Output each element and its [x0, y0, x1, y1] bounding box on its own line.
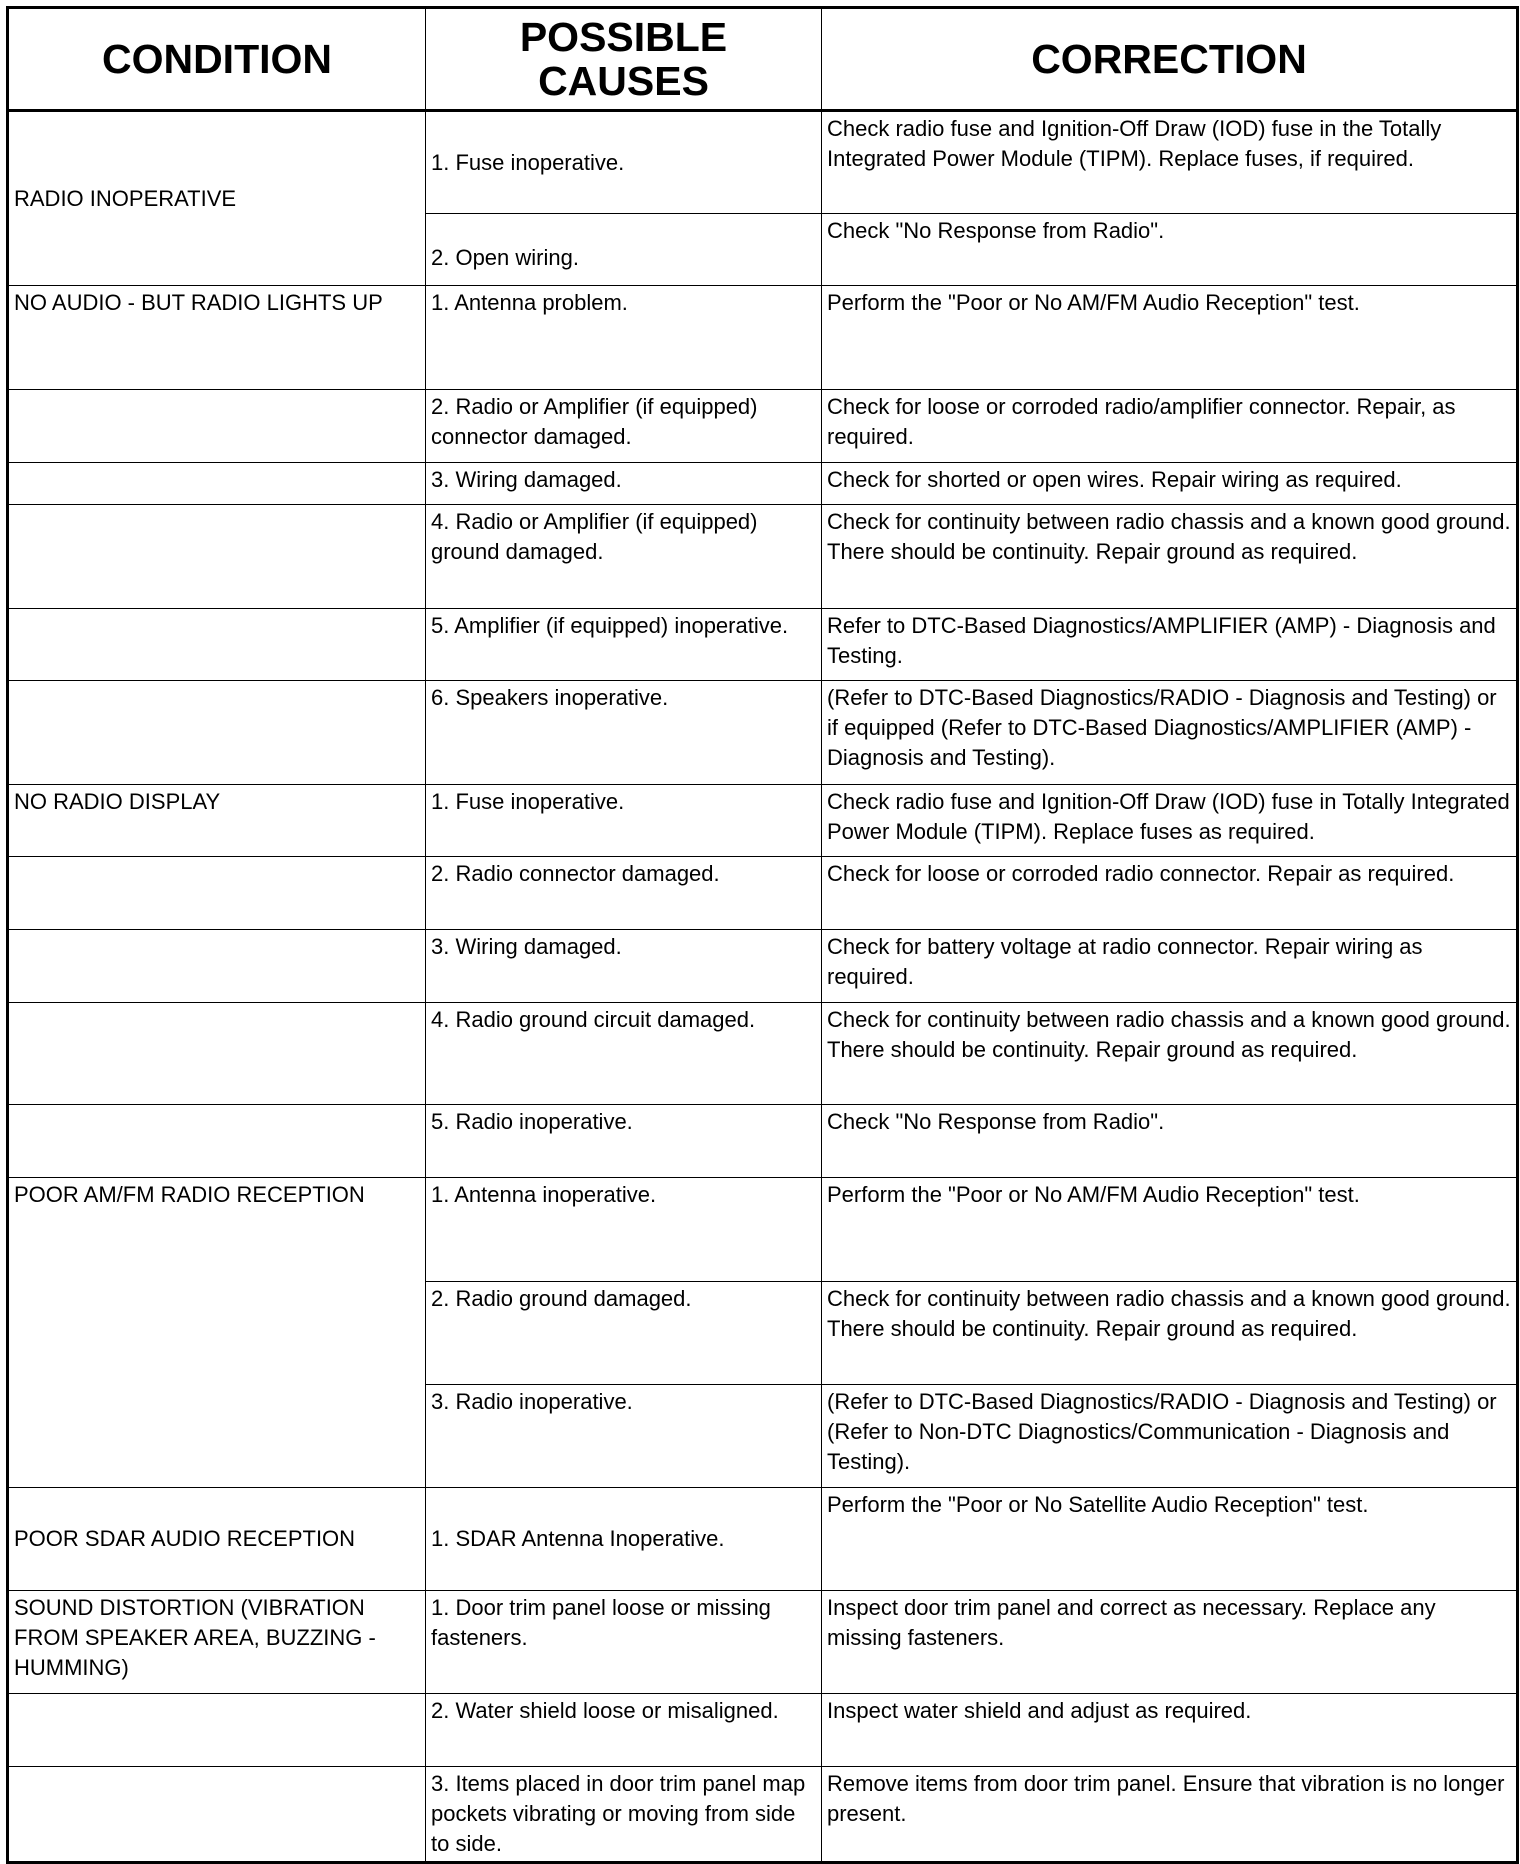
- table-row: [8, 857, 1518, 930]
- diagnosis-table: [6, 6, 1519, 1864]
- condition-cell: [8, 1105, 426, 1178]
- header-possible-causes: [426, 8, 822, 111]
- condition-cell: [8, 857, 426, 930]
- possible-cause-cell: 2. Radio connector damaged.: [426, 857, 822, 930]
- possible-cause-cell: 2. Radio ground damaged.: [426, 1282, 822, 1385]
- condition-cell: NO RADIO DISPLAY: [8, 785, 426, 857]
- header-row: [8, 8, 1518, 111]
- table-row: [8, 609, 1518, 681]
- possible-cause-cell: 1. Antenna inoperative.: [426, 1178, 822, 1282]
- header-condition: CONDITION: [8, 8, 426, 111]
- possible-cause-cell: 3. Items placed in door trim panel map pockets vibrating or moving from side to side.: [426, 1767, 822, 1863]
- condition-cell: [8, 681, 426, 785]
- table-row: [8, 1003, 1518, 1105]
- possible-cause-cell: 2. Water shield loose or misaligned.: [426, 1694, 822, 1767]
- condition-cell: POOR AM/FM RADIO RECEPTION: [8, 1178, 426, 1488]
- condition-cell: SOUND DISTORTION (VIBRATION FROM SPEAKER AREA, BUZZING - HUMMING): [8, 1591, 426, 1694]
- table-row: [8, 111, 1518, 214]
- correction-cell: Check for continuity between radio chassis and a known good ground. There should be continuity. Repair ground as required.: [822, 1282, 1518, 1385]
- possible-cause-cell: 4. Radio or Amplifier (if equipped) ground damaged.: [426, 505, 822, 609]
- correction-cell: Check for loose or corroded radio connector. Repair as required.: [822, 857, 1518, 930]
- correction-cell: Check for loose or corroded radio/amplifier connector. Repair, as required.: [822, 390, 1518, 463]
- condition-cell: RADIO INOPERATIVE: [8, 111, 426, 286]
- correction-cell: Refer to DTC-Based Diagnostics/AMPLIFIER (AMP) - Diagnosis and Testing.: [822, 609, 1518, 681]
- possible-cause-cell: 1. Antenna problem.: [426, 286, 822, 390]
- table-row: [8, 463, 1518, 505]
- table-row: [8, 1488, 1518, 1591]
- possible-cause-cell: 2. Radio or Amplifier (if equipped) connector damaged.: [426, 390, 822, 463]
- condition-cell: [8, 463, 426, 505]
- condition-cell: [8, 1767, 426, 1863]
- condition-cell: POOR SDAR AUDIO RECEPTION: [8, 1488, 426, 1591]
- correction-cell: Inspect door trim panel and correct as necessary. Replace any missing fasteners.: [822, 1591, 1518, 1694]
- header-causes-text: POSSIBLE CAUSES: [519, 14, 728, 104]
- condition-cell: [8, 930, 426, 1003]
- condition-cell: [8, 1694, 426, 1767]
- correction-cell: Check "No Response from Radio".: [822, 214, 1518, 286]
- possible-cause-cell: 2. Open wiring.: [426, 214, 822, 286]
- table-row: [8, 1767, 1518, 1863]
- possible-cause-cell: 3. Wiring damaged.: [426, 463, 822, 505]
- possible-cause-cell: 5. Amplifier (if equipped) inoperative.: [426, 609, 822, 681]
- possible-cause-cell: 4. Radio ground circuit damaged.: [426, 1003, 822, 1105]
- condition-cell: NO AUDIO - BUT RADIO LIGHTS UP: [8, 286, 426, 390]
- correction-cell: Check radio fuse and Ignition-Off Draw (IOD) fuse in Totally Integrated Power Module (TIPM). Replace fuses as required.: [822, 785, 1518, 857]
- correction-cell: Perform the "Poor or No AM/FM Audio Reception" test.: [822, 1178, 1518, 1282]
- correction-cell: Check radio fuse and Ignition-Off Draw (IOD) fuse in the Totally Integrated Power Module (TIPM). Replace fuses, if required.: [822, 111, 1518, 214]
- table-row: [8, 930, 1518, 1003]
- table-row: [8, 1105, 1518, 1178]
- table-row: [8, 390, 1518, 463]
- possible-cause-cell: 1. Fuse inoperative.: [426, 785, 822, 857]
- table-row: [8, 785, 1518, 857]
- table-row: [8, 1694, 1518, 1767]
- condition-cell: [8, 1003, 426, 1105]
- correction-cell: Perform the "Poor or No Satellite Audio Reception" test.: [822, 1488, 1518, 1591]
- possible-cause-cell: 3. Radio inoperative.: [426, 1385, 822, 1488]
- correction-cell: Check for continuity between radio chassis and a known good ground. There should be continuity. Repair ground as required.: [822, 505, 1518, 609]
- correction-cell: Check "No Response from Radio".: [822, 1105, 1518, 1178]
- header-correction: CORRECTION: [822, 8, 1518, 111]
- correction-cell: (Refer to DTC-Based Diagnostics/RADIO - Diagnosis and Testing) or (Refer to Non-DTC Diagnostics/Communication - Diagnosis and Testing).: [822, 1385, 1518, 1488]
- table-row: [8, 286, 1518, 390]
- condition-cell: [8, 505, 426, 609]
- possible-cause-cell: 1. SDAR Antenna Inoperative.: [426, 1488, 822, 1591]
- possible-cause-cell: 1. Door trim panel loose or missing fasteners.: [426, 1591, 822, 1694]
- table-row: [8, 1591, 1518, 1694]
- possible-cause-cell: 5. Radio inoperative.: [426, 1105, 822, 1178]
- correction-cell: Inspect water shield and adjust as required.: [822, 1694, 1518, 1767]
- table-row: [8, 505, 1518, 609]
- correction-cell: Check for battery voltage at radio connector. Repair wiring as required.: [822, 930, 1518, 1003]
- condition-cell: [8, 390, 426, 463]
- correction-cell: Check for shorted or open wires. Repair wiring as required.: [822, 463, 1518, 505]
- condition-cell: [8, 609, 426, 681]
- table-row: [8, 1178, 1518, 1282]
- correction-cell: Perform the "Poor or No AM/FM Audio Reception" test.: [822, 286, 1518, 390]
- possible-cause-cell: 6. Speakers inoperative.: [426, 681, 822, 785]
- table-row: [8, 681, 1518, 785]
- correction-cell: Remove items from door trim panel. Ensure that vibration is no longer present.: [822, 1767, 1518, 1863]
- possible-cause-cell: 1. Fuse inoperative.: [426, 111, 822, 214]
- correction-cell: Check for continuity between radio chassis and a known good ground. There should be continuity. Repair ground as required.: [822, 1003, 1518, 1105]
- correction-cell: (Refer to DTC-Based Diagnostics/RADIO - Diagnosis and Testing) or if equipped (Refer to DTC-Based Diagnostics/AMPLIFIER (AMP) - Diagnosis and Testing).: [822, 681, 1518, 785]
- possible-cause-cell: 3. Wiring damaged.: [426, 930, 822, 1003]
